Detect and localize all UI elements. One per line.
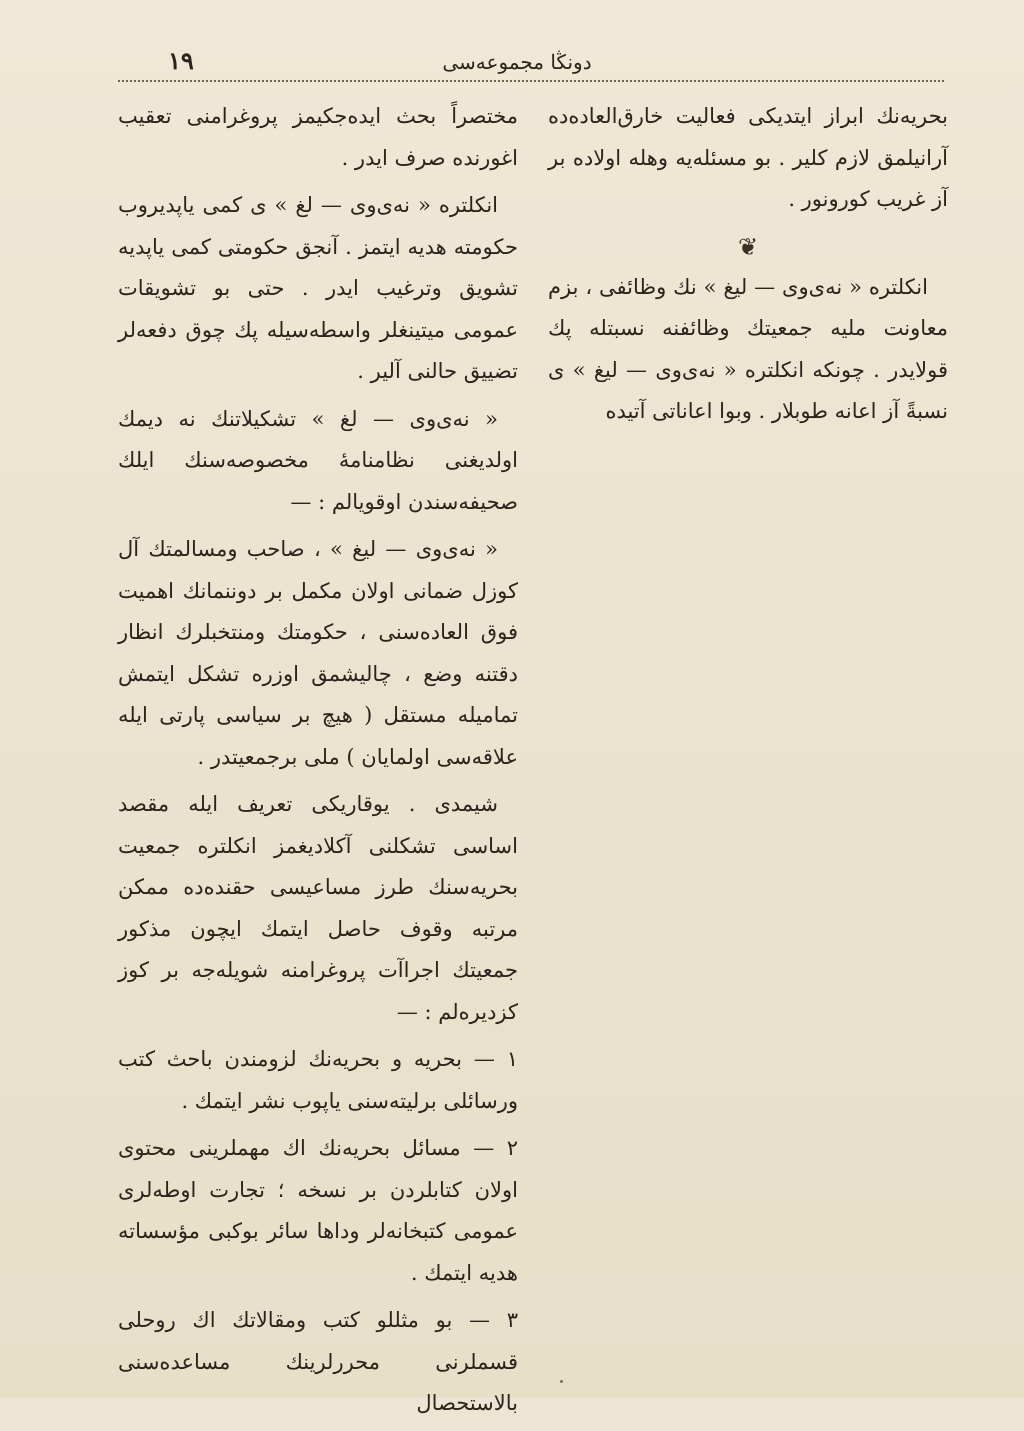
left-column — [118, 96, 518, 1431]
paragraph: شیمدی . یوقاریكی تعریف ایله مقصد اساسی تشكلنی آكلادیغمز انكلتره جمعیت بحریه‌سنك طرز مساعیسی حقنده‌ده ممكن مرتبه وقوف حاصل ایتمك ایچون مذكور جمعیتك اجراآت پروغرامنه شویله‌جه بر كوز كزدیره‌لم : — — [118, 792, 518, 1024]
paragraph: « نه‌ی‌وی — لیغ » ، صاحب ومسالمتك آل كوزل ضمانی اولان مكمل بر دوننمانك اهمیت فوق العاده‌سنی ، حكومتك ومنتخبلرك انظار دقتنه وضع ، چالیشمق اوزره تشكل ایتمش تماميله مستقل ( هیچ بر سیاسی پارتی ایله علاقه‌سی اولمایان ) ملی برجمعیتدر . — [118, 537, 518, 769]
page-number: ١٩ — [168, 46, 194, 75]
paper-speck — [560, 1380, 563, 1383]
header-divider — [118, 80, 944, 82]
page-header — [120, 44, 914, 84]
paragraph: « نه‌ی‌وی — لغ » تشكیلاتنك نه دیمك اولدیغنی نظامنامهٔ مخصوصه‌سنك ایلك صحیفه‌سندن اوقویالم : — — [118, 406, 518, 514]
fleuron-ornament-icon: ❦ — [737, 232, 759, 261]
right-column — [548, 96, 948, 439]
paragraph: انكلتره « نه‌ی‌وی — لغ » ی كمی یاپدیروب حكومته هدیه ایتمز . آنجق حكومتی كمی یاپدیه تشویق وترغیب ایدر . حتی بو تشویقات عمومی میتینغلر واسطه‌سیله پك چوق دفعه‌لر تضییق حالنی آلیر . — [118, 193, 518, 383]
list-item: ٢ — مسائل بحریه‌نك اك مهملرینی محتوی اولان كتابلردن بر نسخه ؛ تجارت اوطه‌لری عمومی كتبخانه‌لر وداها سائر بوكبی مؤسساته هدیه ایتمك . — [118, 1136, 518, 1285]
paragraph: مختصراً بحث ایده‌جكیمز پروغرامنی تعقیب اغورنده صرف ایدر . — [118, 104, 518, 170]
paragraph: بحریه‌نك ابراز ایتدیكی فعالیت خارق‌العاده‌ده آرانیلمق لازم كلیر . بو مسئله‌یه وهله اولاده بر آز غریب كورونور . — [548, 104, 948, 211]
running-title: دونڭا مجموعه‌سی — [442, 50, 592, 74]
list-item: ١ — بحریه و بحریه‌نك لزومندن باحث كتب ورسائلی برلیته‌سنی یاپوب نشر ایتمك . — [118, 1047, 518, 1113]
paragraph: انكلتره « نه‌ی‌وی — لیغ » نك وظائفی ، بزم معاونت ملیه جمعیتك وظائفنه نسبتله پك قولایدر . چونكه انكلتره « نه‌ی‌وی — لیغ » ی نسبةً آز اعانه طوبلار . وبوا اعاناتی آتیده — [548, 274, 948, 423]
list-item: ٣ — بو مثللو كتب ومقالاتك اك روحلی قسملرنی محررلرینك مساعده‌سنی بالاستحصال — [118, 1308, 518, 1415]
